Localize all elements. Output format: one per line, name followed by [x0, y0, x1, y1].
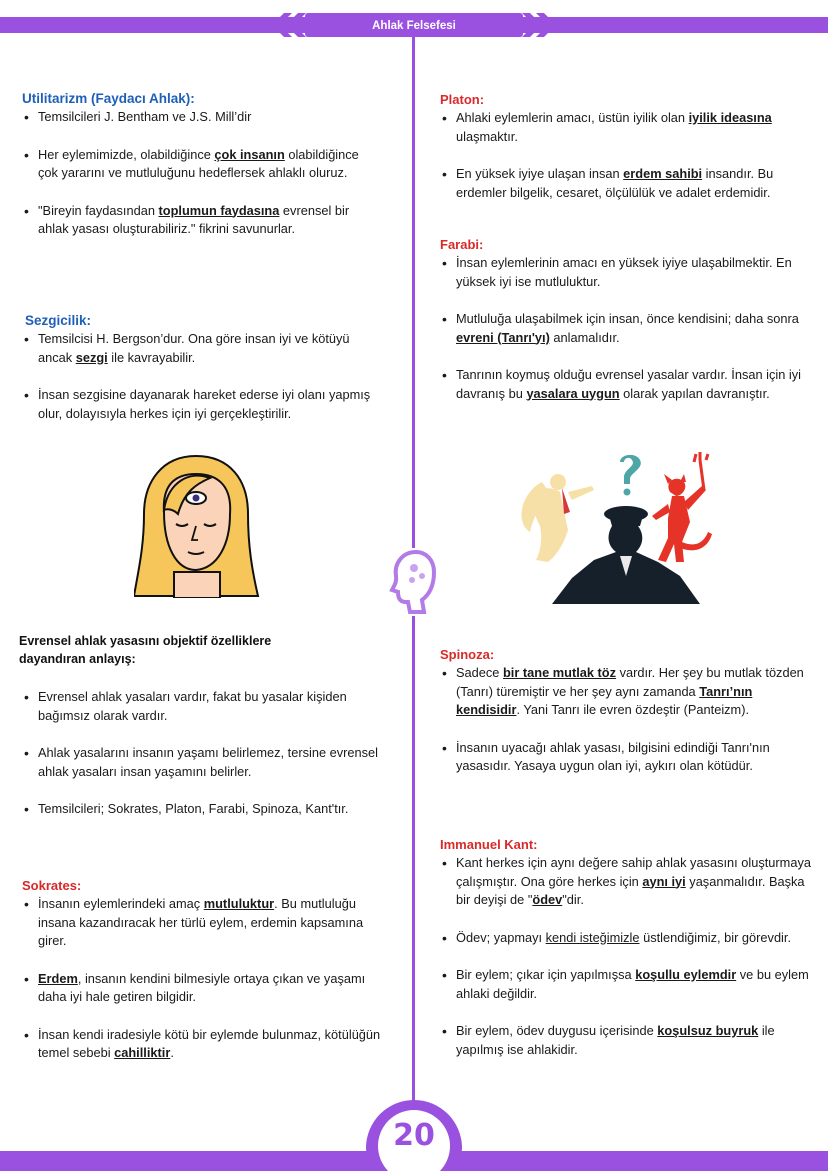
list-item: • Mutluluğa ulaşabilmek için insan, önce kendisini; daha sonra evreni (Tanrı'yı) anlamalıdır.	[440, 310, 812, 347]
list-item: • Sadece bir tane mutlak töz vardır. Her şey bu mutlak tözden (Tanrı) türemiştir ve her şey aynı zamanda Tanrı’nın kendisidir. Yani Tanrı ile evren özdeştir (Panteizm).	[440, 664, 812, 720]
list-item: • Evrensel ahlak yasaları vardır, fakat bu yasalar kişiden bağımsız olarak vardır.	[22, 688, 389, 725]
evrensel-section	[19, 632, 389, 819]
sokrates-title: Sokrates:	[22, 878, 82, 893]
sokrates-section	[22, 877, 382, 1063]
farabi-title: Farabi:	[440, 237, 484, 252]
page-title: Ahlak Felsefesi	[372, 20, 456, 32]
double-chevron-left-icon	[262, 10, 310, 40]
list-item: • İnsan eylemlerinin amacı en yüksek iyiye ulaşabilmektir. En yüksek iyi ise mutluluktur.	[440, 254, 812, 291]
utilitarizm-title: Utilitarizm (Faydacı Ahlak):	[22, 91, 195, 106]
angel-devil-dilemma-illustration	[512, 452, 730, 604]
utilitarizm-list	[22, 108, 382, 239]
list-item: • Tanrının koymuş olduğu evrensel yasalar vardır. İnsan için iyi davranış bu yasalara uygun olarak yapılan davranıştır.	[440, 366, 812, 403]
head-profile-icon	[388, 548, 438, 616]
list-item: • Kant herkes için aynı değere sahip ahlak yasasını oluşturmaya çalışmıştır. Ona göre herkes için aynı iyi yaşanmalıdır. Başka bir deyişi de "ödev"dir.	[440, 854, 812, 910]
list-item: • İnsan sezgisine dayanarak hareket ederse iyi olanı yapmış olur, dolayısıyla herkes için iyi gerçekleştirilir.	[22, 386, 382, 423]
spinoza-title: Spinoza:	[440, 647, 495, 662]
utilitarizm-section	[22, 90, 382, 239]
sezgicilik-title: Sezgicilik:	[25, 313, 92, 328]
list-item: • "Bireyin faydasından toplumun faydasına evrensel bir ahlak yasası oluşturabiliriz." fikrini savunurlar.	[22, 202, 382, 239]
list-item: • İnsanın uyacağı ahlak yasası, bilgisini edindiği Tanrı'nın yasasıdır. Yasaya uygun olan iyi, aykırı olan kötüdür.	[440, 739, 812, 776]
list-item: • İnsanın eylemlerindeki amaç mutluluktur. Bu mutluluğu insana kazandıracak her türlü eylem, erdemin kapsamına girer.	[22, 895, 382, 951]
list-item: • Ahlak yasalarını insanın yaşamı belirlemez, tersine evrensel ahlak yasaları insan yaşamını belirler.	[22, 744, 389, 781]
list-item: • En yüksek iyiye ulaşan insan erdem sahibi insandır. Bu erdemler bilgelik, cesaret, ölçülülük ve adalet erdemidir.	[440, 165, 812, 202]
farabi-section	[440, 236, 812, 403]
platon-section	[440, 91, 812, 202]
list-item: • Ödev; yapmayı kendi isteğimizle üstlendiğimiz, bir görevdir.	[440, 929, 812, 948]
farabi-list	[440, 254, 812, 403]
list-item: • Temsilcileri J. Bentham ve J.S. Mill’dir	[22, 108, 382, 127]
list-item: • Bir eylem, ödev duygusu içerisinde koşulsuz buyruk ile yapılmış ise ahlakidir.	[440, 1022, 812, 1059]
list-item: • Temsilcisi H. Bergson’dur. Ona göre insan iyi ve kötüyü ancak sezgi ile kavrayabilir.	[22, 330, 382, 367]
sokrates-list	[22, 895, 382, 1063]
evrensel-list	[19, 688, 389, 819]
page-number: 20	[393, 1118, 435, 1153]
platon-title: Platon:	[440, 92, 485, 107]
list-item: • İnsan kendi iradesiyle kötü bir eylemde bulunmaz, kötülüğün temel sebebi cahilliktir.	[22, 1026, 382, 1063]
sezgicilik-section	[22, 312, 382, 423]
evrensel-title-line1: Evrensel ahlak yasasını objektif özelliklere	[19, 634, 272, 648]
list-item: • Bir eylem; çıkar için yapılmışsa koşullu eylemdir ve bu eylem ahlaki değildir.	[440, 966, 812, 1003]
spinoza-list	[440, 664, 812, 776]
list-item: • Temsilcileri; Sokrates, Platon, Farabi, Spinoza, Kant'tır.	[22, 800, 389, 819]
platon-list	[440, 109, 812, 202]
list-item: • Ahlaki eylemlerin amacı, üstün iyilik olan iyilik ideasına ulaşmaktır.	[440, 109, 812, 146]
spinoza-section	[440, 646, 812, 776]
list-item: • Erdem, insanın kendini bilmesiyle ortaya çıkan ve yaşamı daha iyi hale getiren bilgidir.	[22, 970, 382, 1007]
kant-list	[440, 854, 812, 1059]
sezgicilik-list	[22, 330, 382, 423]
list-item: • Her eylemimizde, olabildiğince çok insanın olabildiğince çok yararını ve mutluluğunu hedeflersek ahlaklı oluruz.	[22, 146, 382, 183]
kant-section	[440, 836, 812, 1059]
evrensel-title-line2: dayandıran anlayış:	[19, 652, 136, 666]
meditating-woman-illustration	[134, 452, 260, 598]
double-chevron-right-icon	[518, 10, 566, 40]
kant-title: Immanuel Kant:	[440, 837, 538, 852]
